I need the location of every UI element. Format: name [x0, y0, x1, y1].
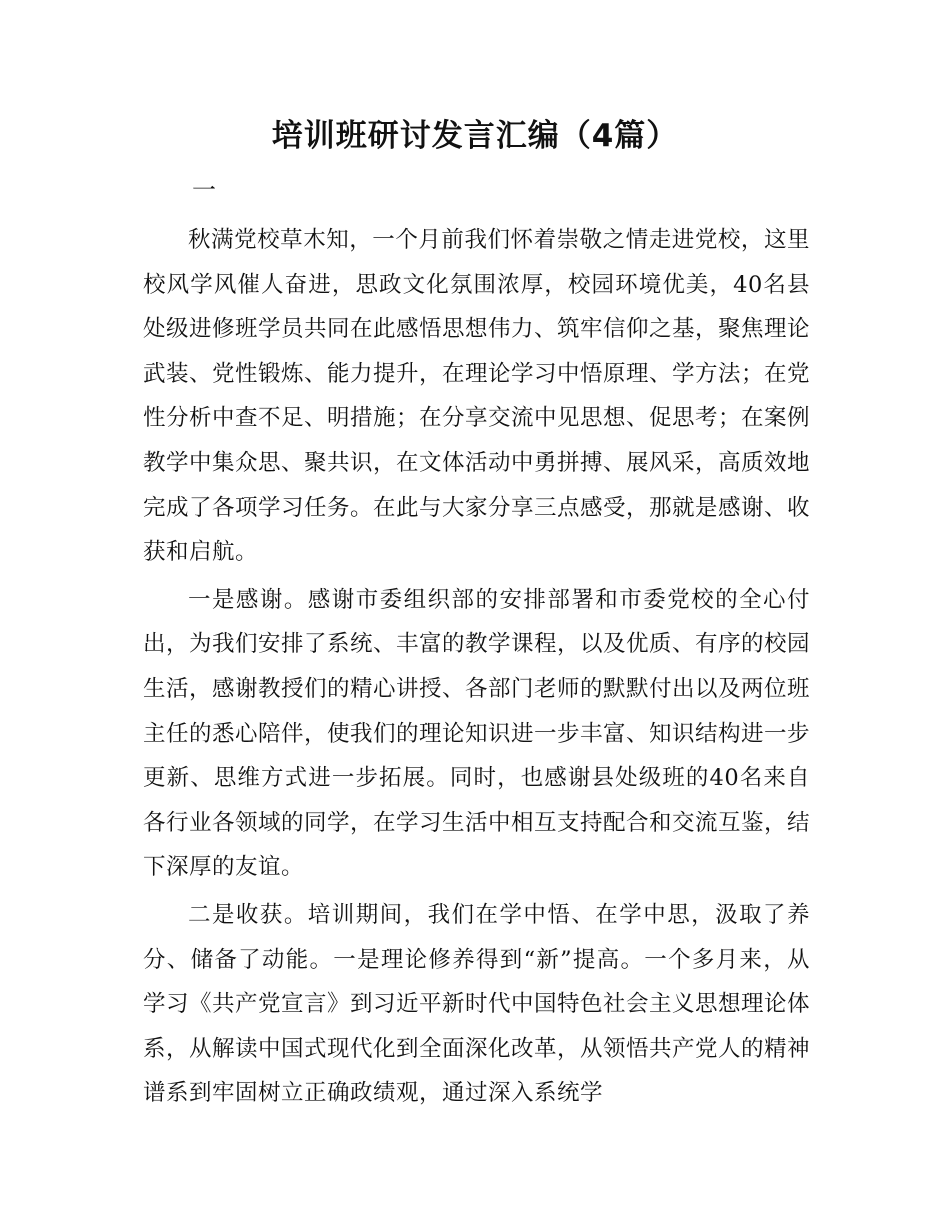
paragraph-thanks: 一是感谢。感谢市委组织部的安排部署和市委党校的全心付出，为我们安排了系统、丰富的教学课程，以及优质、有序的校园生活，感谢教授们的精心讲授、各部门老师的默默付出以及两位班主任的悉心陪伴，使我们的理论知识进一步丰富、知识结构进一步更新、思维方式进一步拓展。同时，也感谢县处级班的40名来自各行业各领域的同学，在学习生活中相互支持配合和交流互鉴，结下深厚的友谊。 [143, 586, 811, 881]
section-number: 一 [192, 176, 216, 204]
paragraph-intro: 秋满党校草木知，一个月前我们怀着崇敬之情走进党校，这里校风学风催人奋进，思政文化氛围浓厚，校园环境优美，40名县处级进修班学员共同在此感悟思想伟力、筑牢信仰之基，聚焦理论武装、党性锻炼、能力提升，在理论学习中悟原理、学方法；在党性分析中查不足、明措施；在分享交流中见思想、促思考；在案例教学中集众思、聚共识，在文体活动中勇拼搏、展风采，高质效地完成了各项学习任务。在此与大家分享三点感受，那就是感谢、收获和启航。 [143, 227, 811, 566]
document-body [143, 218, 810, 1119]
document-title: 培训班研讨发言汇编（4篇） [271, 118, 679, 154]
paragraph-gains: 二是收获。培训期间，我们在学中悟、在学中思，汲取了养分、储备了动能。一是理论修养得到“新”提高。一个多月来，从学习《共产党宣言》到习近平新时代中国特色社会主义思想理论体系，从解读中国式现代化到全面深化改革，从领悟共产党人的精神谱系到牢固树立正确政绩观，通过深入系统学 [143, 901, 811, 1107]
